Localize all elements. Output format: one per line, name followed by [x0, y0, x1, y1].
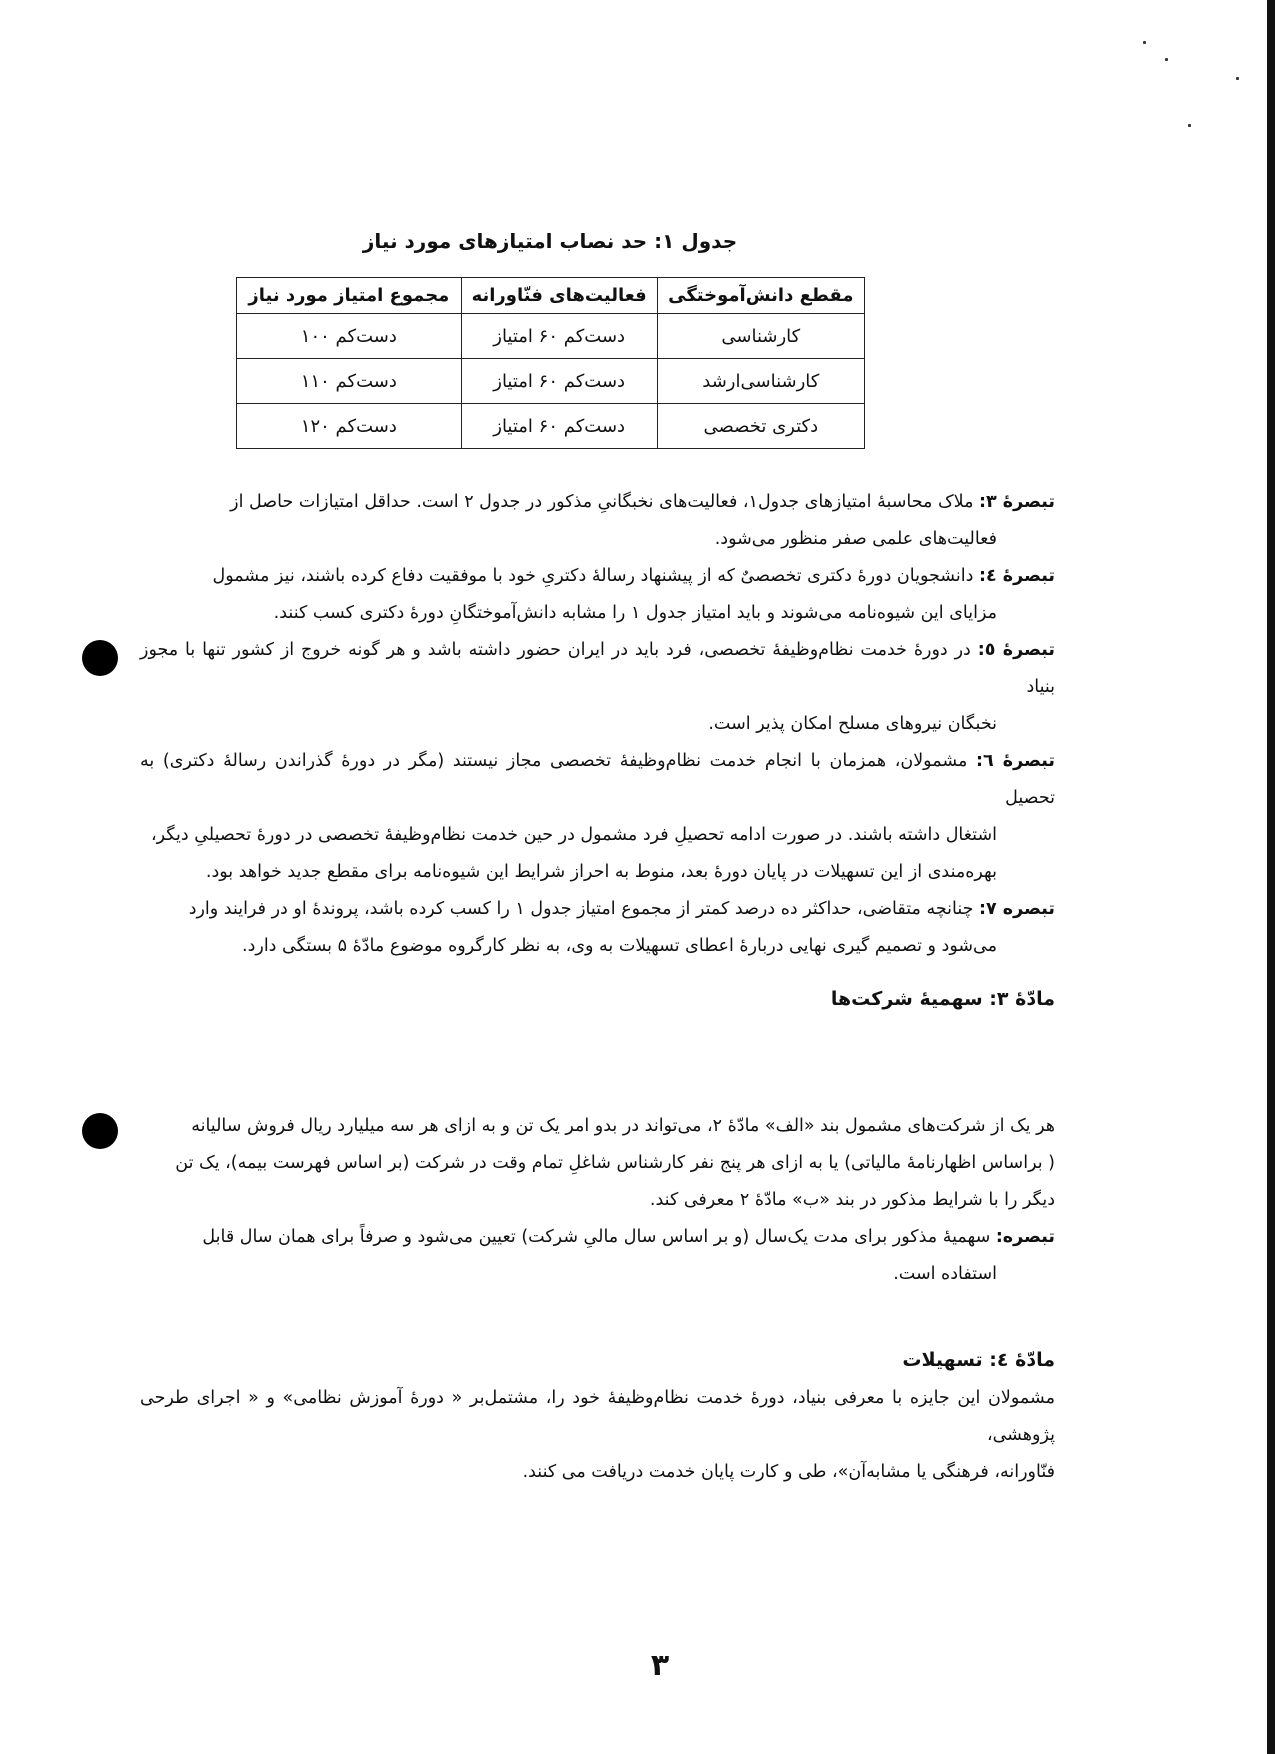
article-4-heading: مادّهٔ ٤: تسهیلات	[902, 1349, 1055, 1371]
article-text: فنّاورانه، فرهنگی یا مشابه‌آن»، طی و کارت پایان خدمت دریافت می کنند.	[522, 1462, 1055, 1482]
note-text: مشمولان، همزمان با انجام خدمت نظام‌وظیفهٔ تخصصی مجاز نیستند (مگر در دورهٔ گذراندن رسالهٔ دکتری) به تحصیل	[140, 751, 1055, 808]
note-label: تبصره:	[995, 1227, 1055, 1247]
scan-speck	[1236, 77, 1239, 80]
note-text: چنانچه متقاضی، حداکثر ده درصد کمتر از مجموع امتیاز جدول ۱ را کسب کرده باشد، پروندهٔ او در فرایند وارد	[188, 899, 974, 919]
note-label: تبصرهٔ ۳:	[979, 492, 1055, 512]
note-label: تبصرهٔ ٥:	[977, 640, 1055, 660]
note-text: استفاده است.	[893, 1264, 997, 1284]
article-3-note	[140, 1219, 1055, 1256]
note-7	[140, 891, 1055, 928]
note-label: تبصره ۷:	[979, 899, 1055, 919]
note-text: بهره‌مندی از این تسهیلات در پایان دورهٔ بعد، منوط به احراز شرایط این شیوه‌نامه برای مقطع جدید خواهد بود.	[205, 862, 997, 882]
table-cell: کارشناسی	[657, 314, 864, 359]
scan-speck	[1165, 58, 1168, 61]
table-cell: دست‌کم ۶۰ امتیاز	[461, 359, 657, 404]
page-number: ۳	[650, 1648, 670, 1683]
note-text: دانشجویان دورهٔ دکتری تخصصیٌ که از پیشنهاد رسالهٔ دکتریِ خود با موفقیت دفاع کرده باشند، نیز مشمول	[212, 566, 974, 586]
table-cell: دست‌کم ۱۱۰	[237, 359, 462, 404]
table-cell: کارشناسی‌ارشد	[657, 359, 864, 404]
table-cell: دست‌کم ۱۲۰	[237, 404, 462, 449]
note-label: تبصرهٔ ٤:	[979, 566, 1055, 586]
requirements-table	[236, 277, 865, 449]
table-title: جدول ۱: حد نصاب امتیازهای مورد نیاز	[362, 229, 738, 253]
table-cell: دست‌کم ۱۰۰	[237, 314, 462, 359]
notes-section	[140, 484, 1055, 965]
note-text: مزایای این شیوه‌نامه می‌شوند و باید امتیاز جدول ۱ را مشابه دانش‌آموختگانِ دورهٔ دکتری کسب کنند.	[273, 603, 997, 623]
note-6	[140, 743, 1055, 817]
table-row	[237, 404, 865, 449]
note-text: اشتغال داشته باشند. در صورت ادامه تحصیلِ فرد مشمول در حین خدمت نظام‌وظیفهٔ تخصصی در دورهٔ تحصیلیِ دیگر،	[151, 825, 997, 845]
table-header: مجموع امتیاز مورد نیاز	[237, 278, 462, 314]
table-row	[237, 359, 865, 404]
table-cell: دست‌کم ۶۰ امتیاز	[461, 314, 657, 359]
article-3-heading: مادّهٔ ۳: سهمیهٔ شرکت‌ها	[830, 988, 1055, 1010]
article-text: مشمولان این جایزه با معرفی بنیاد، دورهٔ خدمت نظام‌وظیفهٔ خود را، مشتمل‌بر « دورهٔ آموزش نظامی» و « اجرای طرحی پژوهشی،	[140, 1388, 1055, 1445]
table-header-row	[237, 278, 865, 314]
table-header: مقطع دانش‌آموختگی	[657, 278, 864, 314]
note-4	[140, 558, 1055, 595]
table-cell: دست‌کم ۶۰ امتیاز	[461, 404, 657, 449]
article-text: دیگر را با شرایط مذکور در بند «ب» مادّهٔ ۲ معرفی کند.	[649, 1190, 1055, 1210]
scan-edge	[1267, 0, 1275, 1754]
note-text: می‌شود و تصمیم گیری نهایی دربارهٔ اعطای تسهیلات به وی، به نظر کارگروه موضوع مادّهٔ ۵ بستگی دارد.	[242, 936, 997, 956]
scan-speck	[1188, 124, 1191, 127]
scan-speck	[1143, 41, 1146, 44]
note-text: فعالیت‌های علمی صفر منظور می‌شود.	[714, 529, 997, 549]
note-text: ملاک محاسبهٔ امتیازهای جدول۱، فعالیت‌های نخبگانیِ مذکور در جدول ۲ است. حداقل امتیازات حاصل از	[230, 492, 974, 512]
article-3-body	[140, 1108, 1055, 1293]
article-text: هر یک از شرکت‌های مشمول بند «الف» مادّهٔ ۲، می‌تواند در بدو امر یک تن و به ازای هر سه میلیارد ریال فروش سالیانه	[191, 1116, 1055, 1136]
table-cell: دکتری تخصصی	[657, 404, 864, 449]
punch-hole	[82, 640, 118, 676]
punch-hole	[82, 1113, 118, 1149]
note-5	[140, 632, 1055, 706]
note-text: نخبگان نیروهای مسلح امکان پذیر است.	[708, 714, 997, 734]
article-text: ( براساس اظهارنامهٔ مالیاتی) یا به ازای هر پنج نفر کارشناس شاغلِ تمام وقت در شرکت (بر اساس فهرست بیمه)، یک تن	[175, 1153, 1055, 1173]
note-text: در دورهٔ خدمت نظام‌وظیفهٔ تخصصی، فرد باید در ایران حضور داشته باشد و هر گونه خروج از کشور تنها با مجوز بنیاد	[140, 640, 1055, 697]
article-4-body	[140, 1380, 1055, 1491]
note-3	[140, 484, 1055, 521]
note-text: سهمیهٔ مذکور برای مدت یک‌سال (و بر اساس سال مالیِ شرکت) تعیین می‌شود و صرفاً برای همان سال قابل	[202, 1227, 991, 1247]
table-header: فعالیت‌های فنّاورانه	[461, 278, 657, 314]
table-row	[237, 314, 865, 359]
note-label: تبصرهٔ ٦:	[975, 751, 1055, 771]
